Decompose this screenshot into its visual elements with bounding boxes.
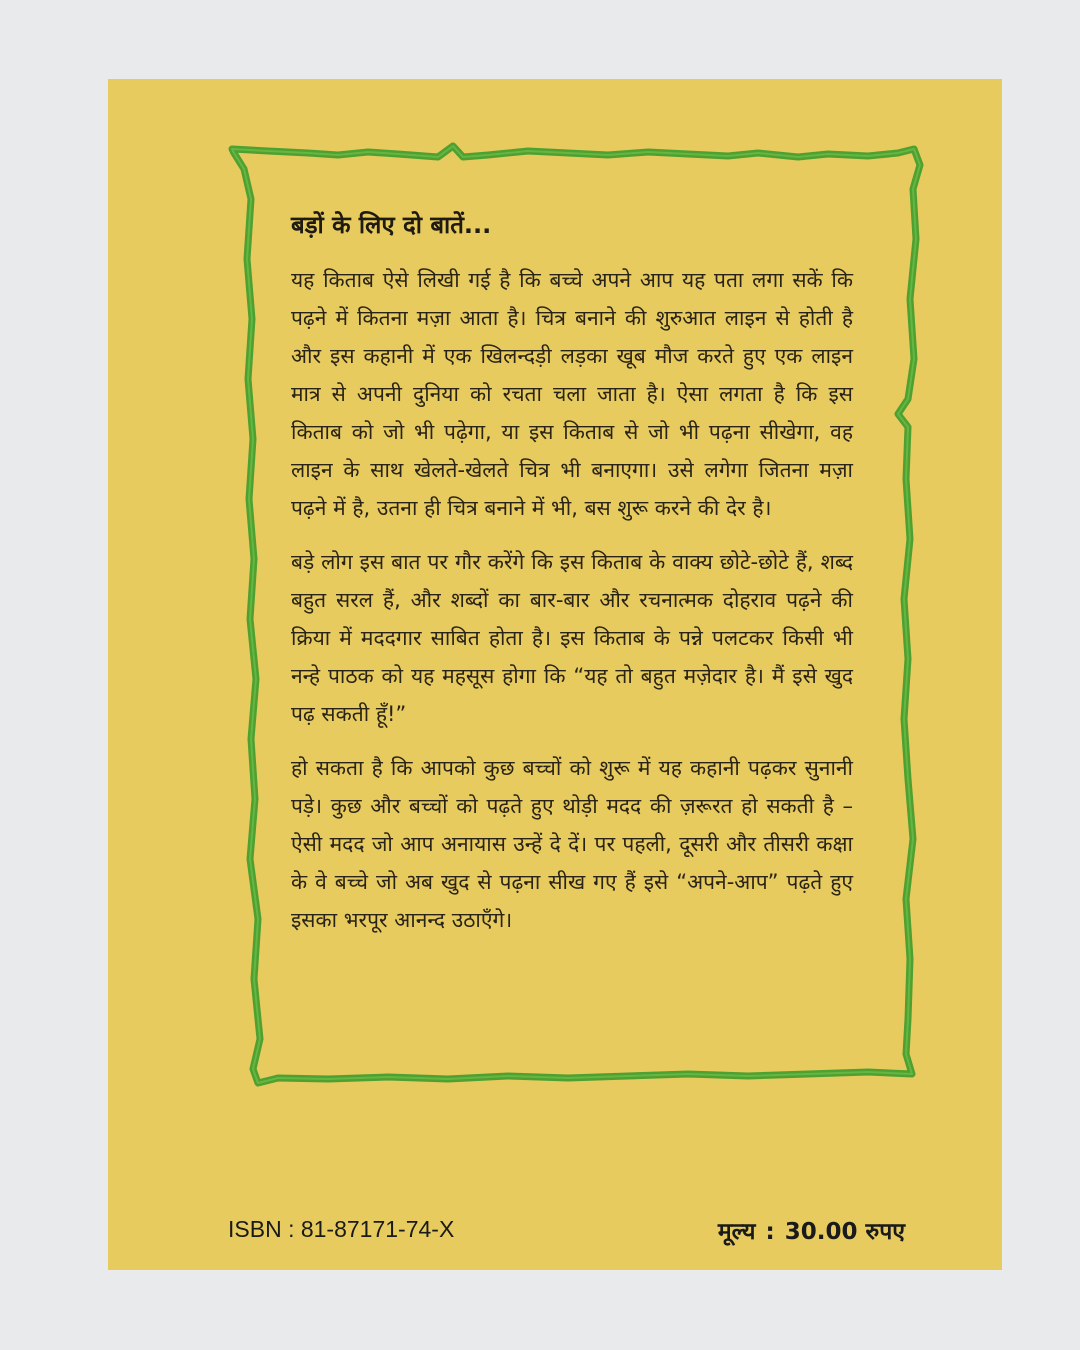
price: [718, 1214, 905, 1246]
isbn-number: ISBN : 81-87171-74-X: [228, 1216, 455, 1242]
price-separator: :: [765, 1219, 775, 1245]
note-heading: बड़ों के लिए दो बातें...: [291, 211, 492, 239]
price-value: 30.00 रुपए: [784, 1219, 905, 1245]
price-label: मूल्य: [717, 1219, 756, 1245]
note-for-adults: [291, 203, 853, 955]
note-paragraph-2: बड़े लोग इस बात पर गौर करेंगे कि इस किताब के वाक्य छोटे-छोटे हैं, शब्द बहुत सरल हैं, और शब्दों का बार-बार और रचनात्मक दोहराव पढ़ने की क्रिया में मददगार साबित होता है। इस किताब के पन्ने पलटकर किसी भी नन्हे पाठक को यह महसूस होगा कि “यह तो बहुत मज़ेदार है। मैं इसे खुद पढ़ सकती हूँ!”: [291, 550, 853, 726]
note-paragraph-1: यह किताब ऐसे लिखी गई है कि बच्चे अपने आप यह पता लगा सकें कि पढ़ने में कितना मज़ा आता है। चित्र बनाने की शुरुआत लाइन से होती है और इस कहानी में एक खिलन्दड़ी लड़का खूब मौज करते हुए एक लाइन मात्र से अपनी दुनिया को रचता चला जाता है। ऐसा लगता है कि इस किताब को जो भी पढ़ेगा, या इस किताब से जो भी पढ़ना सीखेगा, वह लाइन के साथ खेलते-खेलते चित्र भी बनाएगा। उसे लगेगा जितना मज़ा पढ़ने में है, उतना ही चित्र बनाने में भी, बस शुरू करने की देर है।: [291, 268, 853, 520]
back-cover: [108, 79, 1002, 1270]
note-paragraph-3: हो सकता है कि आपको कुछ बच्चों को शुरू में यह कहानी पढ़कर सुनानी पड़े। कुछ और बच्चों को पढ़ते हुए थोड़ी मदद की ज़रूरत हो सकती है – ऐसी मदद जो आप अनायास उन्हें दे दें। पर पहली, दूसरी और तीसरी कक्षा के वे बच्चे जो अब खुद से पढ़ना सीख गए हैं इसे “अपने-आप” पढ़ते हुए इसका भरपूर आनन्द उठाएँगे।: [291, 756, 853, 932]
